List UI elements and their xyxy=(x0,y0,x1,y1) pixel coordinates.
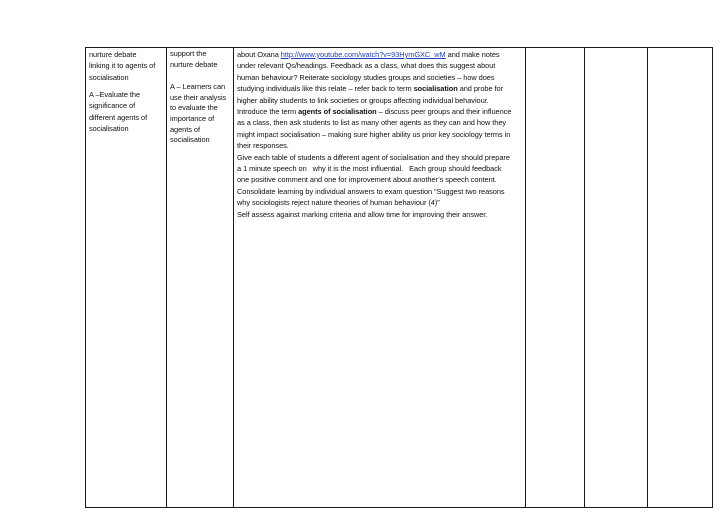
outcome-line: agents of xyxy=(170,124,200,134)
activity-line: human behaviour? Reiterate sociology studies groups and societies – how does xyxy=(237,72,495,82)
objective-line: socialisation xyxy=(89,123,129,133)
outcome-line: to evaluate the xyxy=(170,103,218,113)
outcome-line: use their analysis xyxy=(170,92,227,102)
activity-line: their responses. xyxy=(237,141,289,151)
table-row xyxy=(86,48,713,508)
activity-line: one positive comment and one for improvement about another’s speech content. xyxy=(237,175,497,185)
activity-line: might impact socialisation – making sure higher ability us prior key sociology terms in xyxy=(237,129,511,139)
empty-cell xyxy=(585,48,648,508)
activities-cell xyxy=(234,48,526,508)
activity-line: a 1 minute speech on why it is the most influential. Each group should feedback xyxy=(237,164,502,174)
activity-line: Self assess against marking criteria and allow time for improving their answer. xyxy=(237,209,488,219)
activity-line: Introduce the term agents of socialisation – discuss peer groups and their influence xyxy=(237,107,512,117)
outcomes-cell xyxy=(167,48,234,508)
outcome-line: nurture debate xyxy=(170,59,218,69)
empty-cell xyxy=(648,48,713,508)
objective-line: A –Evaluate the xyxy=(89,89,141,99)
outcome-line: importance of xyxy=(170,113,215,123)
key-term: agents of socialisation xyxy=(298,107,377,117)
activity-line: Give each table of students a different agent of socialisation and they should prepare xyxy=(237,152,510,162)
outcome-line: socialisation xyxy=(170,135,210,145)
outcome-line: support the xyxy=(170,49,207,58)
objectives-cell xyxy=(86,48,167,508)
lesson-plan-table xyxy=(85,47,713,508)
key-term: socialisation xyxy=(413,84,458,94)
objective-line: socialisation xyxy=(89,72,129,82)
objective-line: nurture debate xyxy=(89,50,137,59)
activity-line: about Oxana http://www.youtube.com/watch?v=93HymGXC_wM and make notes xyxy=(237,50,500,59)
activity-line: studying individuals like this relate – refer back to term socialisation and probe for xyxy=(237,84,504,94)
outcome-line: A – Learners can xyxy=(170,82,226,92)
activity-line: as a class, then ask students to list as many other agents as they can and how they xyxy=(237,118,507,128)
objective-line: significance of xyxy=(89,101,136,111)
activity-line: Consolidate learning by individual answers to exam question “Suggest two reasons xyxy=(237,186,505,196)
activity-line: why sociologists reject nature theories of human behaviour (4)” xyxy=(237,198,440,208)
activity-line: higher ability students to link societies or groups affecting individual behaviour. xyxy=(237,95,489,105)
objective-line: different agents of xyxy=(89,112,148,122)
activity-line: under relevant Qs/headings. Feedback as a class, what does this suggest about xyxy=(237,61,496,71)
youtube-link[interactable]: http://www.youtube.com/watch?v=93HymGXC_wM xyxy=(280,50,446,59)
objective-line: linking it to agents of xyxy=(89,61,156,71)
empty-cell xyxy=(526,48,585,508)
